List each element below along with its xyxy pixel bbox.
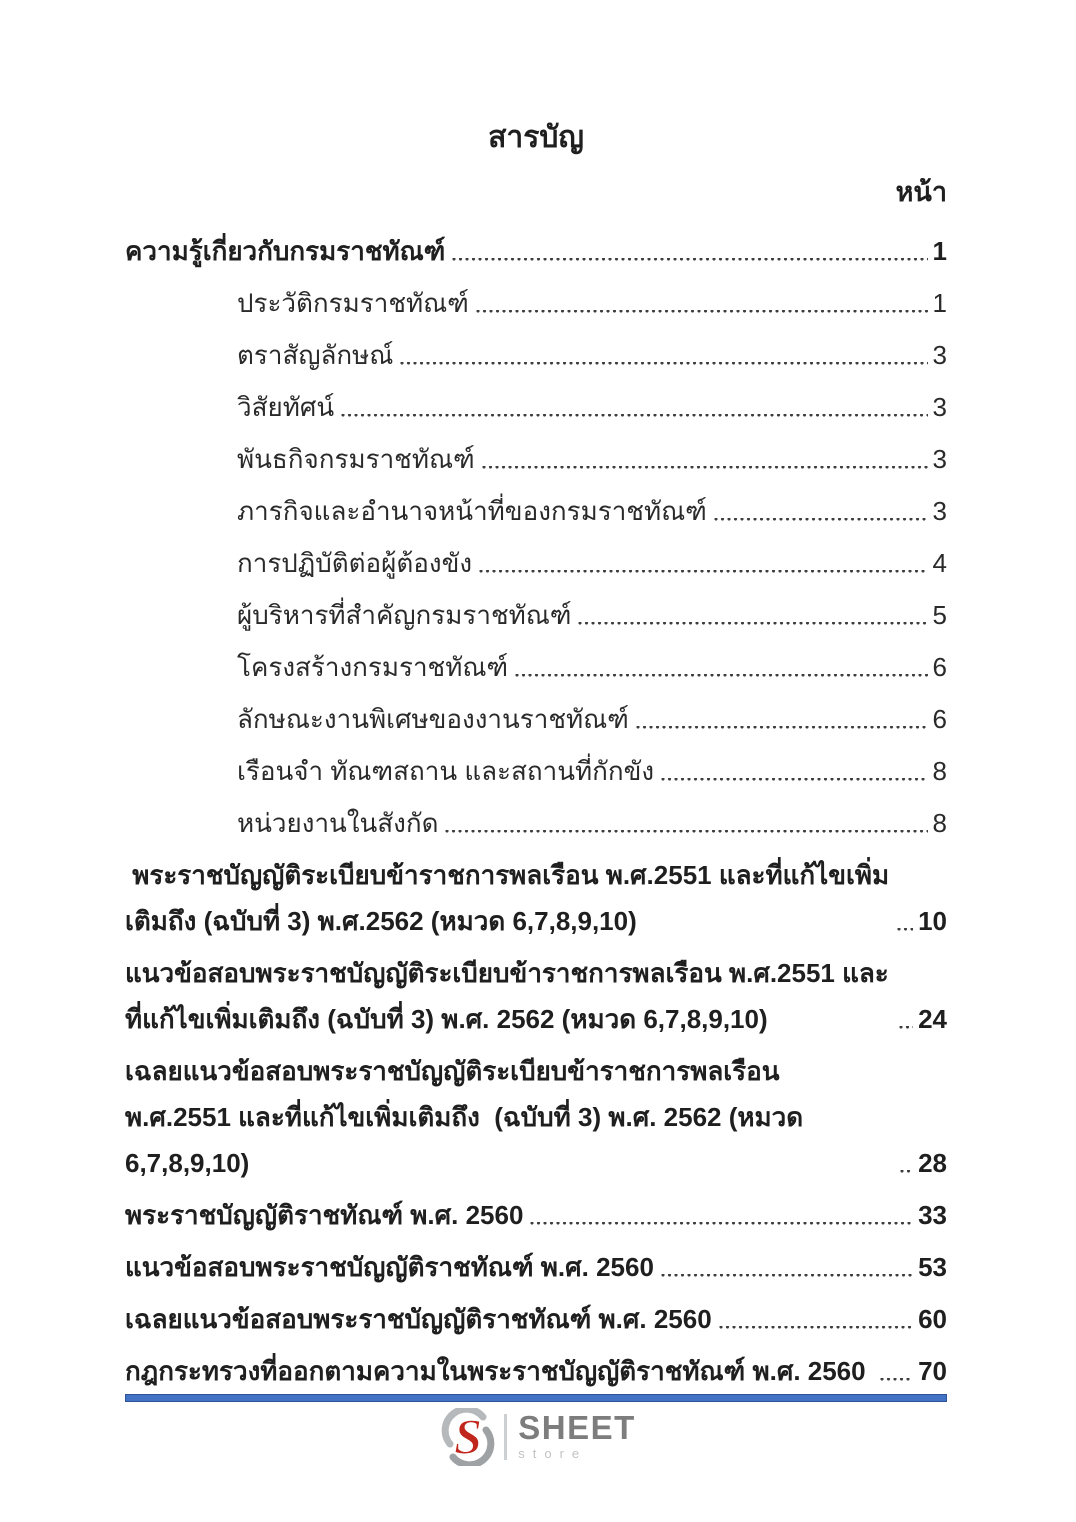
toc-entry-label: วิสัยทัศน์ <box>237 392 335 422</box>
logo-text-block <box>518 1409 636 1461</box>
toc-entry-label: ประวัติกรมราชทัณฑ์ <box>237 288 469 318</box>
toc-entry-page: 1 <box>932 288 947 318</box>
logo-text: SHEET <box>518 1409 636 1446</box>
toc-entry-page: 6 <box>932 652 947 682</box>
toc-entry <box>125 592 947 638</box>
toc-entry-label: พันธกิจกรมราชทัณฑ์ <box>237 444 475 474</box>
sheet-store-logo <box>440 1408 636 1466</box>
toc-entry-page: 53 <box>918 1252 947 1282</box>
toc-entry-label: ภารกิจและอำนาจหน้าที่ของกรมราชทัณฑ์ <box>237 496 707 526</box>
logo-divider <box>504 1414 507 1460</box>
dot-leader <box>476 310 928 313</box>
toc-entry-label: โครงสร้างกรมราชทัณฑ์ <box>237 652 509 682</box>
toc-entry-page: 3 <box>932 444 947 474</box>
toc-entry <box>125 1244 947 1290</box>
logo-subtext: store <box>518 1446 588 1461</box>
toc-entry-page: 33 <box>918 1200 947 1230</box>
toc-entry-label: แนวข้อสอบพระราชบัญญัติระเบียบข้าราชการพลเรือน พ.ศ.2551 และที่แก้ไขเพิ่มเติมถึง (ฉบับที่ 3) พ.ศ. 2562 (หมวด 6,7,8,9,10) <box>125 958 889 1034</box>
toc-entry-label: แนวข้อสอบพระราชบัญญัติราชทัณฑ์ พ.ศ. 2560 <box>125 1252 654 1282</box>
toc-entry-label: ความรู้เกี่ยวกับกรมราชทัณฑ์ <box>125 236 446 266</box>
dot-leader <box>479 570 927 573</box>
dot-leader <box>661 778 927 781</box>
dot-leader <box>530 1222 913 1225</box>
table-of-contents <box>125 228 947 1394</box>
toc-entry-page: 3 <box>932 496 947 526</box>
toc-entry-label: เรือนจำ ทัณฑสถาน และสถานที่กักขัง <box>237 756 655 786</box>
toc-entry-page: 8 <box>932 756 947 786</box>
toc-entry <box>125 280 947 326</box>
toc-entry-label: พระราชบัญญัติราชทัณฑ์ พ.ศ. 2560 <box>125 1200 524 1230</box>
toc-entry <box>125 644 947 690</box>
footer-rule <box>125 1394 947 1402</box>
toc-entry <box>125 1348 947 1394</box>
toc-entry <box>125 540 947 586</box>
dot-leader <box>482 466 928 469</box>
dot-leader <box>897 928 913 931</box>
svg-text:S: S <box>454 1408 483 1464</box>
toc-entry <box>125 696 947 742</box>
toc-entry-label: กฎกระทรวงที่ออกตามความในพระราชบัญญัติราชทัณฑ์ พ.ศ. 2560 <box>125 1356 873 1386</box>
toc-entry-label: การปฏิบัติต่อผู้ต้องขัง <box>237 548 473 578</box>
logo-s-icon <box>440 1408 496 1466</box>
toc-entry-page: 3 <box>932 340 947 370</box>
dot-leader <box>880 1378 913 1381</box>
dot-leader <box>900 1170 914 1173</box>
toc-entry-page: 3 <box>932 392 947 422</box>
toc-entry-label: ผู้บริหารที่สำคัญกรมราชทัณฑ์ <box>237 600 572 630</box>
toc-entry <box>125 1048 947 1186</box>
toc-entry-label: พระราชบัญญัติระเบียบข้าราชการพลเรือน พ.ศ.2551 และที่แก้ไขเพิ่มเติมถึง (ฉบับที่ 3) พ.ศ.2562 (หมวด 6,7,8,9,10) <box>125 860 890 936</box>
toc-entry-page: 5 <box>932 600 947 630</box>
toc-entry-label: เฉลยแนวข้อสอบพระราชบัญญัติราชทัณฑ์ พ.ศ. 2560 <box>125 1304 712 1334</box>
dot-leader <box>445 830 927 833</box>
dot-leader <box>515 674 927 677</box>
footer <box>0 1408 1076 1466</box>
toc-entry-page: 28 <box>918 1148 947 1178</box>
toc-entry-page: 4 <box>932 548 947 578</box>
toc-entry <box>125 1296 947 1342</box>
toc-entry-label: เฉลยแนวข้อสอบพระราชบัญญัติระเบียบข้าราชการพลเรือน พ.ศ.2551 และที่แก้ไขเพิ่มเติมถึง (ฉบับที่ 3) พ.ศ. 2562 (หมวด 6,7,8,9,10) <box>125 1056 811 1178</box>
toc-entry <box>125 748 947 794</box>
dot-leader <box>899 1026 913 1029</box>
toc-content <box>125 116 947 1400</box>
toc-entry <box>125 384 947 430</box>
toc-entry-page: 10 <box>918 906 947 936</box>
dot-leader <box>661 1274 913 1277</box>
toc-entry <box>125 228 947 274</box>
toc-entry-label: ตราสัญลักษณ์ <box>237 340 394 370</box>
toc-entry <box>125 332 947 378</box>
toc-entry-label: ลักษณะงานพิเศษของงานราชทัณฑ์ <box>237 704 629 734</box>
toc-entry <box>125 852 947 944</box>
toc-entry-label: หน่วยงานในสังกัด <box>237 808 439 838</box>
dot-leader <box>636 726 928 729</box>
toc-entry <box>125 800 947 846</box>
dot-leader <box>452 258 927 261</box>
toc-entry-page: 60 <box>918 1304 947 1334</box>
dot-leader <box>400 362 927 365</box>
dot-leader <box>714 518 928 521</box>
dot-leader <box>341 414 927 417</box>
toc-entry-page: 70 <box>918 1356 947 1386</box>
dot-leader <box>578 622 927 625</box>
toc-entry <box>125 1192 947 1238</box>
toc-entry-page: 6 <box>932 704 947 734</box>
page-title: สารบัญ <box>488 121 584 154</box>
toc-entry <box>125 950 947 1042</box>
toc-entry-page: 24 <box>918 1004 947 1034</box>
toc-entry-page: 8 <box>932 808 947 838</box>
toc-entry-page: 1 <box>932 236 947 266</box>
page-column-label: หน้า <box>895 177 947 207</box>
dot-leader <box>719 1326 913 1329</box>
toc-entry <box>125 488 947 534</box>
toc-entry <box>125 436 947 482</box>
